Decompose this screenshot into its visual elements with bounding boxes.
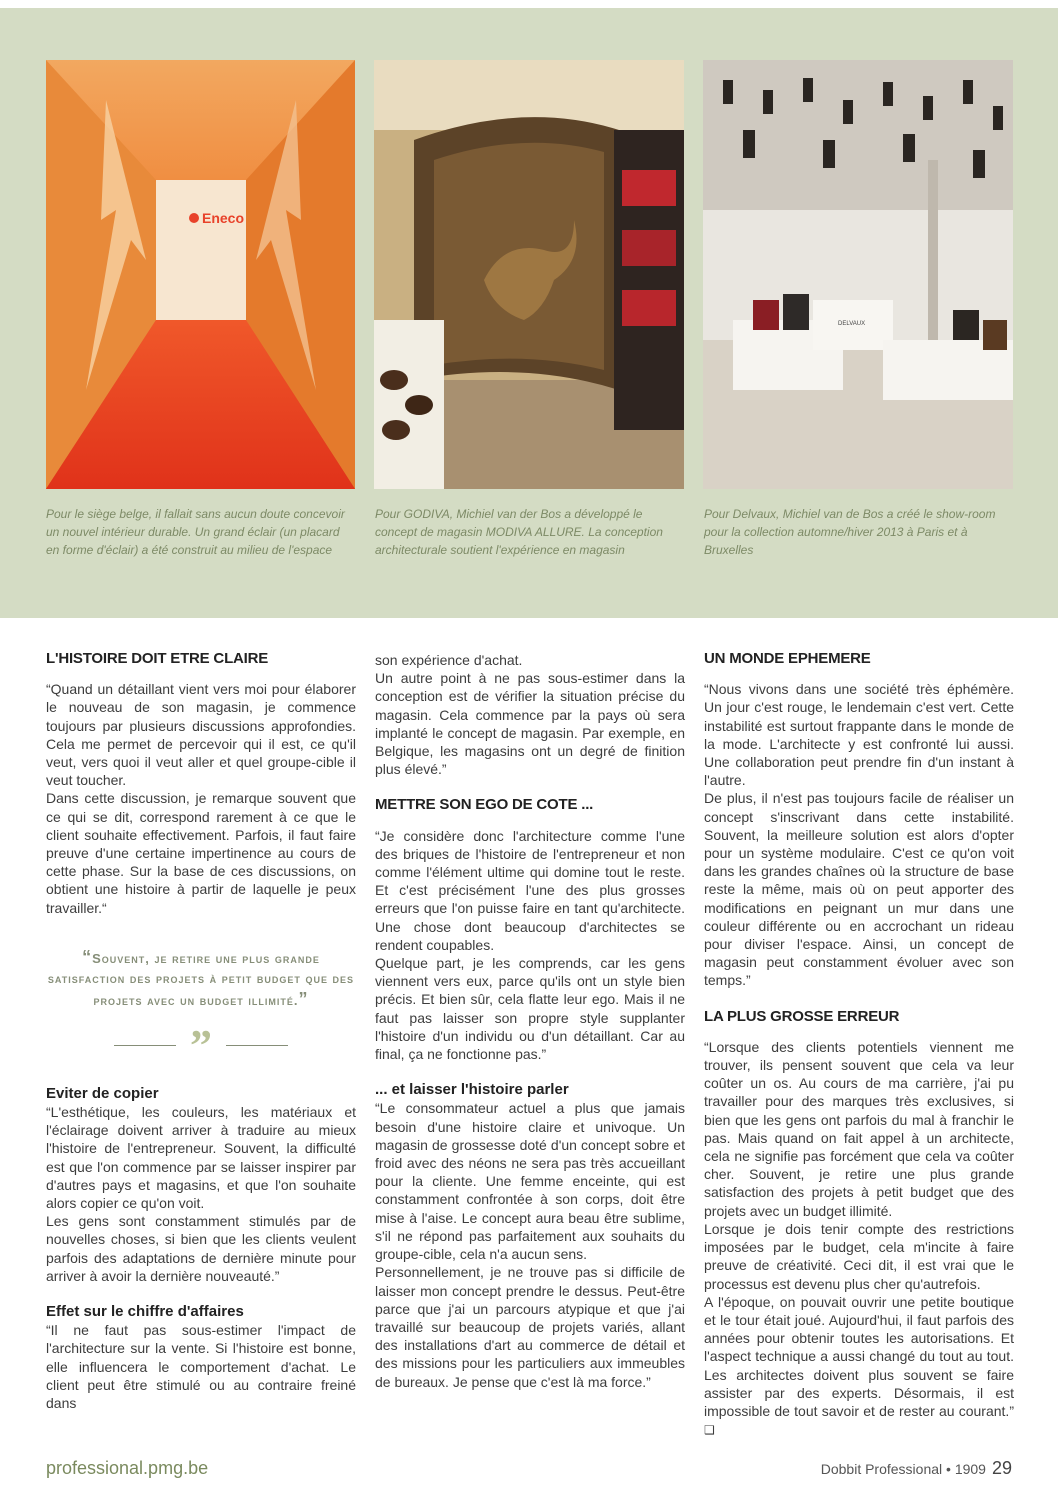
- heading-ego: METTRE SON EGO DE COTE ...: [375, 796, 594, 814]
- eneco-corridor-photo: [46, 60, 355, 489]
- godiva-store-image: [374, 60, 684, 489]
- quote-mark-icon: ”: [190, 1020, 212, 1070]
- eneco-logo: Eneco: [202, 210, 245, 226]
- heading-monde-ephemere: UN MONDE EPHEMERE: [704, 650, 871, 667]
- delvaux-showroom-photo: [703, 60, 1013, 489]
- godiva-store-photo: [374, 60, 684, 489]
- paragraph: [704, 1293, 1014, 1440]
- heading-histoire-parler: ... et laisser l'histoire parler: [375, 1081, 569, 1099]
- end-mark-icon: ❑: [704, 1423, 715, 1438]
- heading-eviter-copier: Eviter de copier: [46, 1084, 159, 1102]
- caption-delvaux: Pour Delvaux, Michiel van de Bos a créé le show-room pour la collection automne/hiver 2013 à Paris et à Bruxelles: [704, 507, 996, 557]
- article-column-3: [704, 650, 1014, 1439]
- paragraph-text: A l'époque, on pouvait ouvrir une petite boutique et le tour était joué. Aujourd'hui, il faut parfois des années pour obtenir toutes les autorisations. Et l'aspect technique a aussi changé du tout au tout. Les architectes doivent plus souvent se faire assister par des experts. Désormais, il est impossible de tout savoir et de rester au courant.”: [704, 1293, 1014, 1419]
- pull-quote-open-mark: “: [82, 946, 93, 967]
- article-column-1: [46, 650, 356, 1412]
- footer-website: professional.pmg.be: [46, 1458, 209, 1478]
- page-number: 29: [991, 1458, 1012, 1478]
- heading-histoire-claire: L'HISTOIRE DOIT ETRE CLAIRE: [46, 650, 269, 667]
- paragraph: De plus, il n'est pas toujours facile de réaliser un concept s'inscrivant dans cette instabilité. Souvent, la meilleure solution est alors d'opter pour un système modulaire. C'est ce qu'on voit dans les grandes chaînes où la structure de base reste la même, mais où on peut apporter des modifications en peignant un mur dans une couleur différente ou en accrochant un rideau pour diviser l'espace. Ainsi, un concept de magasin peut constamment évoluer avec son temps.”: [704, 790, 1014, 989]
- heading-grosse-erreur: LA PLUS GROSSE ERREUR: [704, 1007, 900, 1025]
- paragraph: “Je considère donc l'architecture comme l'une des briques de l'histoire de l'entrepreneur et non comme l'élément ultime qui domine tout le reste. Et c'est précisément l'une des plus grosses erreurs que l'on puisse faire en tant qu'architecte. Une chose dont beaucoup d'architectes se rendent coupables.: [375, 827, 685, 953]
- paragraph: Les gens sont constamment stimulés par de nouvelles choses, si bien que les clients veulent parfois des adaptations de dernière minute pour arriver à avoir la dernière nouveauté.”: [46, 1213, 356, 1284]
- quote-separator: [46, 1020, 356, 1070]
- delvaux-showroom-image: [703, 60, 1013, 489]
- paragraph: Lorsque je dois tenir compte des restrictions imposées par le budget, cela m'incite à faire preuve de créativité. Ceci dit, il est vrai que le processus est devenu plus cher qu'autrefois.: [704, 1220, 1014, 1292]
- paragraph: “Le consommateur actuel a plus que jamais besoin d'une histoire claire et univoque. Un magasin de grossesse doté d'un concept sobre et froid avec des néons ne sera pas très accueillant pour la cliente. Une femme enceinte, qui est constamment confrontée à son corps, doit être mise à l'aise. Le concept aura beau être sublime, s'il ne répond pas parfaitement aux souhaits du groupe-cible, cela n'a aucun sens.: [375, 1100, 685, 1263]
- pull-quote-close-mark: ”: [298, 988, 309, 1009]
- paragraph: Personnellement, je ne trouve pas si difficile de laisser mon concept prendre le dessus. Peut-être parce que j'ai un parcours atypique et que j'ai travaillé sur beaucoup de projets variés, allant des installations d'art au commerce de détail et des missions pour les particuliers aux immeubles de bureaux. Je pense que c'est là ma force.”: [375, 1264, 685, 1390]
- paragraph: “Nous vivons dans une société très éphémère. Un jour c'est rouge, le lendemain c'est vert. Cette instabilité est surtout frappante dans le monde de la mode. L'architecte y est confronté lui aussi. Une collaboration peut prendre fin d'un instant à l'autre.: [704, 681, 1014, 789]
- caption-godiva: Pour GODIVA, Michiel van der Bos a développé le concept de magasin MODIVA ALLURE. La conception architecturale soutient l'expérience en magasin: [375, 507, 663, 557]
- heading-chiffre-affaires: Effet sur le chiffre d'affaires: [46, 1303, 244, 1321]
- caption-eneco: Pour le siège belge, il fallait sans aucun doute concevoir un nouvel intérieur durable. Un grand éclair (un placard en forme d'éclair) a été construit au milieu de l'espace: [46, 507, 345, 557]
- paragraph: “Il ne faut pas sous-estimer l'impact de l'architecture sur la vente. Si l'histoire est bonne, elle influencera le comportement d'achat. Le client peut être stimulé ou au contraire freiné dans: [46, 1322, 356, 1412]
- article-column-2: [375, 651, 685, 1391]
- paragraph: Quelque part, je les comprends, car les gens viennent vers eux, parce qu'ils ont un style bien précis. Et bien sûr, cela flatte leur ego. Mais il ne faut pas laisser son propre style supplanter l'histoire d'un individu ou d'un détaillant. Car au final, ça ne fonctionne pas.”: [375, 955, 685, 1063]
- paragraph: “L'esthétique, les couleurs, les matériaux et l'éclairage doivent arriver à traduire au mieux l'histoire de l'entrepreneur. Souvent, la difficulté est que l'on commence par se laisser inspirer par d'autres pays et magasins, et que l'on souhaite alors copier ce qu'on voit.: [46, 1104, 356, 1212]
- paragraph: Dans cette discussion, je remarque souvent que ce qui se dit, correspond rarement à ce que le client souhaite effectivement. Parfois, il faut faire preuve d'une certaine impertinence au cours de cette phase. Sur la base de ces discussions, on obtient une histoire à partir de laquelle je peux travailler.“: [46, 790, 356, 916]
- paragraph: Un autre point à ne pas sous-estimer dans la conception est de vérifier la situation précise du magasin. Cela commence par la pays où sera implanté le concept de magasin. Par exemple, en Belgique, les magasins ont un degré de finition plus élevé.”: [375, 670, 685, 778]
- footer-publication: [821, 1458, 1012, 1479]
- divider-line: [114, 1045, 176, 1046]
- paragraph: “Lorsque des clients potentiels viennent me trouver, ils pensent souvent que cela va leur coûter un os. Au cours de ma carrière, j'ai pu travailler pour des marques très exclusives, si bien que les gens ont parfois du mal à franchir le pas. Mais quand on fait appel à un architecte, cela ne signifie pas forcément que cela va coûter cher. Souvent, je retire une plus grande satisfaction des projets à petit budget que des projets avec un budget illimité.: [704, 1038, 1014, 1219]
- pull-quote-text: Souvent, je retire une plus grande satisfaction des projets à petit budget que des projets avec un budget illimité.: [47, 950, 355, 1008]
- paragraph: son expérience d'achat.: [375, 652, 523, 668]
- divider-line: [226, 1045, 288, 1046]
- paragraph: “Quand un détaillant vient vers moi pour élaborer le nouveau de son magasin, je commence toujours par plusieurs discussions approfondies. Cela me permet de percevoir qui il est, ce qu'il veut, vers quoi il veut aller et quel groupe-cible il veut toucher.: [46, 681, 356, 789]
- eneco-corridor-image: [46, 60, 355, 489]
- pull-quote: [46, 947, 356, 1011]
- publication-name: Dobbit Professional • 1909: [820, 1461, 986, 1477]
- delvaux-sign: DELVAUX: [838, 321, 866, 327]
